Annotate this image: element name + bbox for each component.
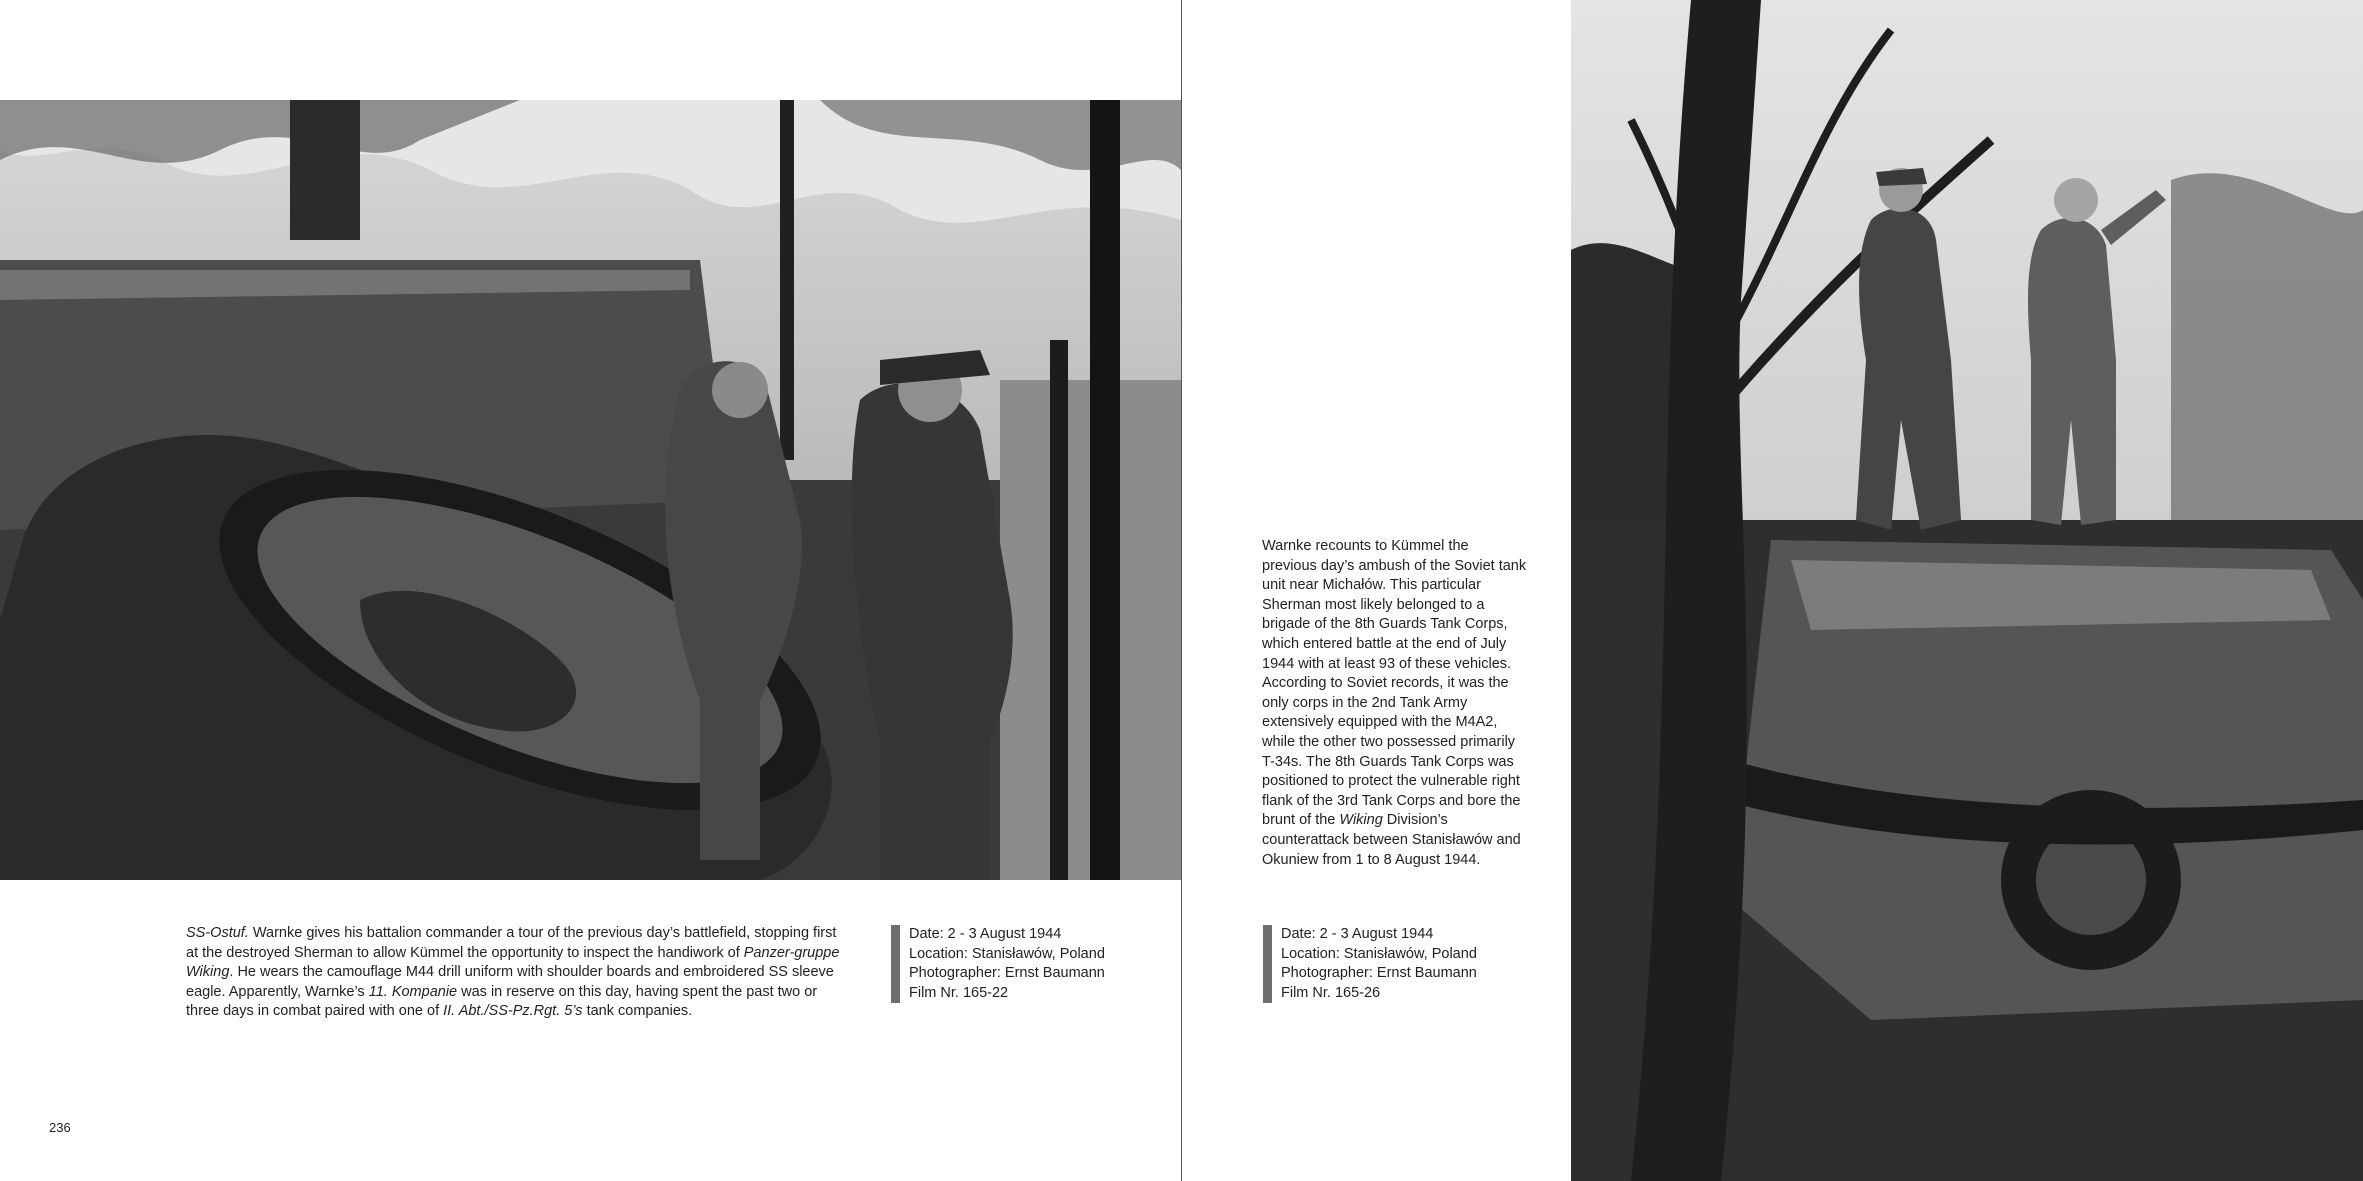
caption-text: Division’s counterattack between Stanisławów and Okuniew from 1 to 8 August 1944. — [1262, 812, 1521, 868]
photo-meta-right — [1263, 925, 1477, 1003]
caption-italic: Wiking — [1339, 812, 1383, 829]
caption-text: was in reserve on this day, having spent the past two or three days in combat paired with one of — [186, 983, 818, 1020]
meta-film: Film Nr. 165-26 — [1281, 984, 1381, 1001]
tank-ambush-photo — [0, 100, 1181, 880]
caption-left — [186, 924, 841, 1022]
meta-location: Location: Stanisławów, Poland — [909, 945, 1105, 962]
meta-photographer: Photographer: Ernst Baumann — [909, 965, 1105, 982]
caption-text: Warnke recounts to Kümmel the previous day’s ambush of the Soviet tank unit near Michałów. This particular Sherman most likely belonged to a brigade of the 8th Guards Tank Corps, which entered battle at the end of July 1944 with at least 93 of these vehicles. According to Soviet records, it was the only corps in the 2nd Tank Army extensively equipped with the M4A2, while the other two possessed primarily T-34s. The 8th Guards Tank Corps was positioned to protect the vulnerable right flank of the 3rd Tank Corps and bore the brunt of the — [1262, 538, 1527, 829]
officers-on-sherman-photo — [1571, 0, 2363, 1181]
caption-italic: SS-Ostuf. — [186, 925, 249, 941]
page-number: 236 — [49, 1120, 71, 1135]
caption-italic: II. Abt./SS-Pz.Rgt. 5’s — [443, 1003, 583, 1020]
caption-right — [1262, 537, 1527, 870]
meta-photographer: Photographer: Ernst Baumann — [1281, 965, 1477, 982]
caption-italic: 11. Kompanie — [368, 983, 458, 1000]
meta-location: Location: Stanisławów, Poland — [1281, 945, 1477, 962]
meta-film: Film Nr. 165-22 — [909, 984, 1009, 1001]
meta-date: Date: 2 - 3 August 1944 — [909, 926, 1062, 942]
caption-italic: Panzer-gruppe Wiking — [186, 944, 840, 981]
photo-meta-left — [891, 925, 1105, 1003]
page-gutter — [1181, 0, 1182, 1181]
caption-text: tank companies. — [582, 1003, 693, 1020]
caption-text: . He wears the camouflage M44 drill uniform with shoulder boards and embroidered SS sleeve eagle. Apparently, Warnke’s — [186, 964, 834, 1000]
meta-date: Date: 2 - 3 August 1944 — [1281, 926, 1434, 942]
caption-text: Warnke gives his battalion commander a tour of the previous day’s battlefield, stopping first at the destroyed Sherman to allow Kümmel the opportunity to inspect the handiwork of — [186, 925, 837, 961]
